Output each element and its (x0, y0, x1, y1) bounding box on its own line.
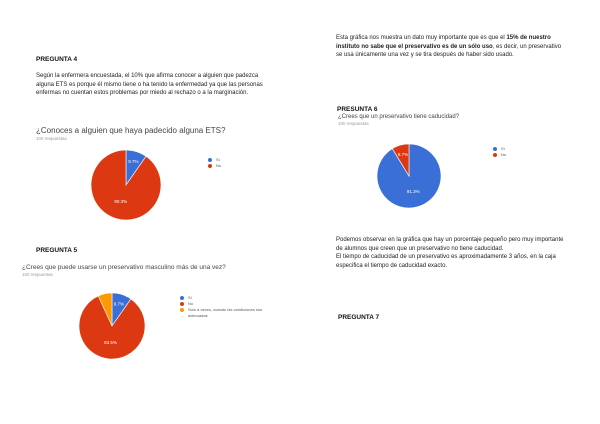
legend-label: No (216, 163, 222, 168)
chart-reuse-condom (22, 264, 292, 374)
legend-item (493, 152, 553, 158)
legend-label: Sí (216, 157, 220, 162)
legend-label: Sí (188, 295, 192, 300)
pie-slice-label: 91.3% (406, 188, 420, 194)
legend-label: No (188, 301, 194, 306)
q5-heading: PREGUNTA 5 (36, 247, 78, 254)
legend-swatch (180, 308, 184, 312)
pie-slice-label: 90.3% (114, 199, 128, 205)
chart-ets-known (36, 126, 286, 231)
pie-slice-label: 9.7% (113, 301, 125, 307)
legend-swatch (180, 296, 184, 300)
legend-swatch (208, 158, 212, 162)
q6-paragraph: Podemos observar en la gráfica que hay un porcentaje pequeño pero muy importante de alumnos que creen que un preservativo no tiene caducidad. El tiempo de caducidad de un preservativo es aproximadamente 3 años, en la caja especifica el tiempo de caducidad exacto. (336, 237, 564, 269)
intro-paragraph: Esta gráfica nos muestra un dato muy importante que es que el 15% de nuestro instituto no sabe que el preservativo es de un sólo uso, es decir, un preservativo se usa únicamente una vez y se tira después de haber sido usado. (336, 35, 562, 59)
chart-legend (180, 295, 280, 319)
chart-title: ¿Crees que puede usarse un preservativo masculino más de una vez? (22, 264, 226, 271)
pie-slice-2 (91, 150, 161, 220)
legend-label: No (501, 152, 507, 157)
chart-title: ¿Crees que un preservativo tiene caducidad? (338, 114, 460, 120)
q4-paragraph: Según la enfermera encuestada, el 10% que afirma conocer a alguien que padezca alguna ETS es porque él mismo tiene o ha tenido la enfermedad ya que las personas enfermas no cuentan estos problemas por miedo al rechazo o a la marginación. (36, 73, 263, 97)
legend-swatch (493, 147, 497, 151)
legend-swatch (180, 302, 184, 306)
legend-swatch (493, 153, 497, 157)
chart-subtitle: 100 respuestas (36, 136, 67, 141)
pie-chart-svg (36, 126, 286, 231)
q4-heading: PREGUNTA 4 (36, 56, 78, 63)
chart-expiry (338, 114, 558, 214)
pie-chart-svg (22, 264, 292, 374)
q7-heading: PREGUNTA 7 (338, 314, 380, 321)
legend-item (208, 163, 278, 169)
chart-legend (208, 157, 278, 169)
pie-slice-label: 8.7% (397, 151, 409, 157)
legend-label: Solo a veces, cuando las condiciones son adecuadas (188, 307, 263, 318)
chart-subtitle: 100 respuestas (22, 272, 53, 277)
chart-subtitle: 100 respuestas (338, 121, 369, 126)
pie-slice-label: 83.5% (104, 339, 117, 345)
legend-label: Sí (501, 146, 505, 151)
pie-chart-svg (338, 114, 558, 214)
legend-swatch (208, 164, 212, 168)
q6-heading: PRESUNTA 6 (337, 106, 378, 113)
chart-legend (493, 146, 553, 158)
pie-slice-label: 9.7% (128, 159, 139, 165)
legend-item (180, 307, 280, 319)
chart-title: ¿Conoces a alguien que haya padecido alguna ETS? (36, 126, 226, 135)
